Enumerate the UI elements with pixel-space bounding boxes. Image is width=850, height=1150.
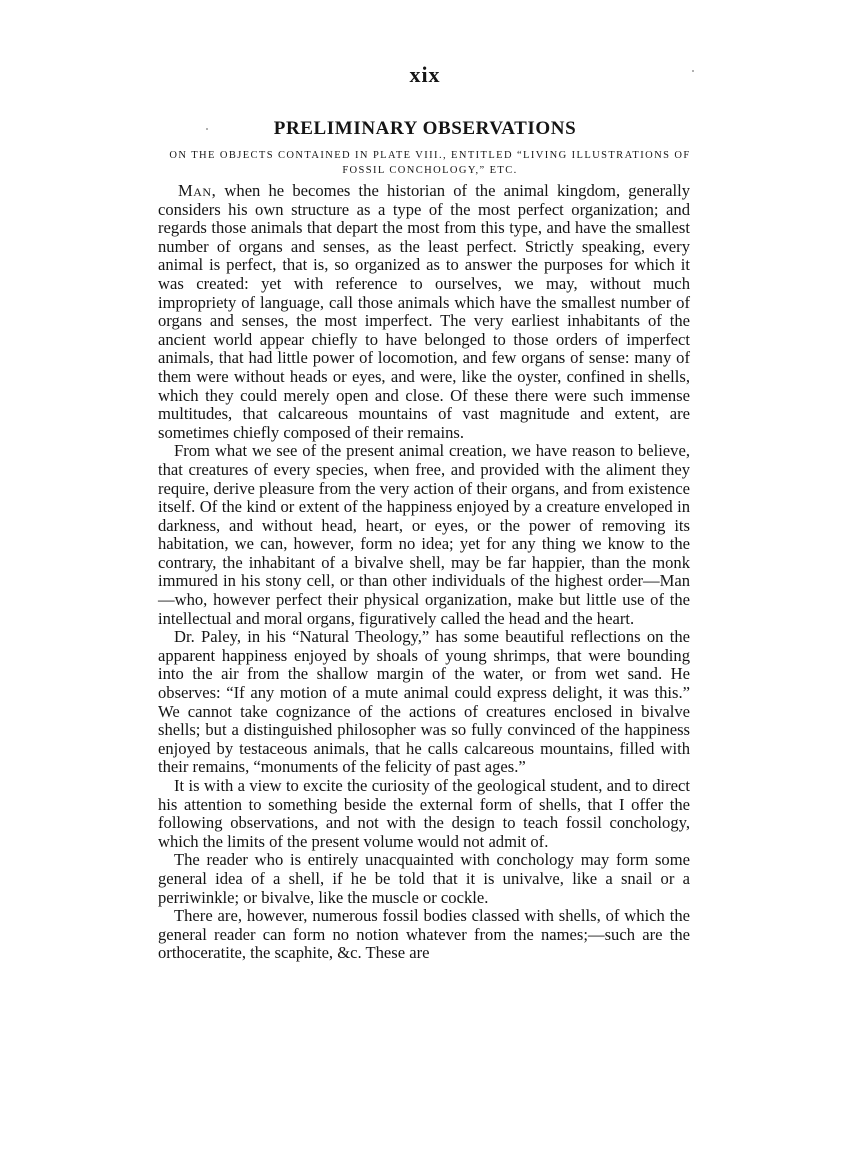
paragraph: It is with a view to excite the curiosity of the geological student, and to direct his attention to something beside the external form of shells, that I offer the following observations, and not with the design to teach fossil conchology, which the limits of the present volume would not admit of. <box>158 776 690 851</box>
print-speck <box>692 70 694 72</box>
chapter-title: PRELIMINARY OBSERVATIONS <box>273 118 577 139</box>
page-number: xix <box>409 62 441 87</box>
lead-word: Man, <box>178 181 217 200</box>
paragraph-text: when he becomes the historian of the animal kingdom, generally considers his own structure as a type of the most perfect organization; and regards those animals that depart the most from this type, and have the smallest number of organs and senses, as the least perfect. Strictly speaking, every animal is perfect, that is, so organized as to answer the purposes for which it was created: yet with reference to ourselves, we may, without much impropriety of language, call those animals which have the smallest number of organs and senses, the most imperfect. The very earliest inhabitants of the ancient world appear chiefly to have belonged to those orders of imperfect animals, that had little power of locomotion, and few organs of sense: many of them were without heads or eyes, and were, like the oyster, confined in shells, which they could merely open and close. Of these there were such immense multitudes, that calcareous mountains of vast magnitude and extent, are sometimes chiefly composed of their remains. <box>158 181 690 442</box>
chapter-subtitle: ON THE OBJECTS CONTAINED IN PLATE VIII., ENTITLED “LIVING ILLUSTRATIONS OF FOSSIL CONCHOLOGY,” ETC. <box>169 150 691 176</box>
paragraph: The reader who is entirely unacquainted with conchology may form some general idea of a shell, if he be told that it is univalve, like a snail or a perriwinkle; or bivalve, like the muscle or cockle. <box>158 850 690 907</box>
paragraph: Dr. Paley, in his “Natural Theology,” has some beautiful reflections on the apparent happiness enjoyed by shoals of young shrimps, that were bounding into the air from the shallow margin of the water, or from wet sand. He observes: “If any motion of a mute animal could express delight, it was this.” We cannot take cognizance of the actions of creatures enclosed in bivalve shells; but a distinguished philosopher was so fully convinced of the happiness enjoyed by testaceous animals, that he calls calcareous mountains, filled with their remains, “monuments of the felicity of past ages.” <box>158 627 690 777</box>
paragraph: From what we see of the present animal creation, we have reason to believe, that creatures of every species, when free, and provided with the aliment they require, derive pleasure from the very action of their organs, and from existence itself. Of the kind or extent of the happiness enjoyed by a creature enveloped in darkness, and without head, heart, or eyes, or the power of removing its habitation, we can, however, form no idea; yet for any thing we know to the contrary, the inhabitant of a bivalve shell, may be far happier, than the monk immured in his stony cell, or than other individuals of the highest order—Man—who, however perfect their physical organization, make but little use of the intellectual and moral organs, figuratively called the head and the heart. <box>158 441 690 628</box>
paragraph <box>158 182 690 442</box>
paragraph: There are, however, numerous fossil bodies classed with shells, of which the general reader can form no notion whatever from the names;—such are the orthoceratite, the scaphite, &c. These are <box>158 906 690 963</box>
body-text <box>158 182 690 963</box>
